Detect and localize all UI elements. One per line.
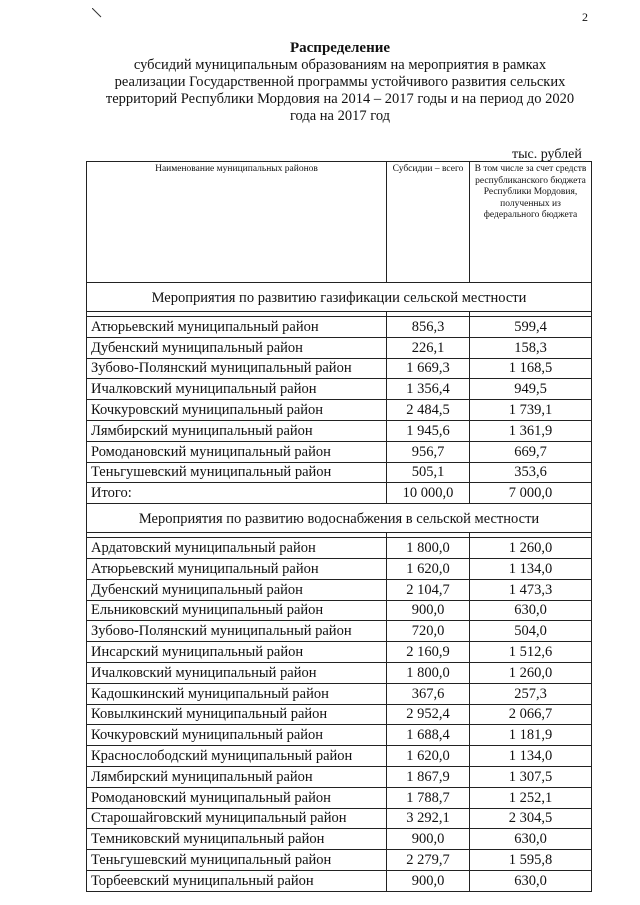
table-row [87, 725, 592, 746]
republic-budget-cell: 1 252,1 [470, 787, 592, 808]
district-name-cell: Теньгушевский муниципальный район [87, 850, 387, 871]
table-row [87, 621, 592, 642]
subsidy-total-cell: 1 620,0 [387, 746, 470, 767]
table-row [87, 662, 592, 683]
district-name-cell: Лямбирский муниципальный район [87, 766, 387, 787]
document-title: Распределение [289, 40, 391, 56]
table-row [87, 766, 592, 787]
district-name-cell: Кадошкинский муниципальный район [87, 683, 387, 704]
table-row [87, 358, 592, 379]
scan-mark [92, 8, 102, 18]
subsidy-total-cell: 10 000,0 [387, 483, 470, 504]
table-row [87, 704, 592, 725]
table-row [87, 787, 592, 808]
section-header-row [87, 504, 592, 533]
republic-budget-cell: 1 134,0 [470, 558, 592, 579]
district-name-cell: Старошайговский муниципальный район [87, 808, 387, 829]
subsidy-total-cell: 900,0 [387, 600, 470, 621]
subsidy-total-cell: 1 867,9 [387, 766, 470, 787]
district-name-cell: Ардатовский муниципальный район [87, 538, 387, 559]
subsidy-total-cell: 1 945,6 [387, 420, 470, 441]
subsidy-total-cell: 856,3 [387, 317, 470, 338]
units-label: тыс. рублей [512, 147, 582, 162]
table-row [87, 441, 592, 462]
header-subsidy-total: Субсидии – всего [387, 162, 470, 283]
republic-budget-cell: 949,5 [470, 379, 592, 400]
table-header-row [87, 162, 592, 283]
subsidy-total-cell: 2 484,5 [387, 400, 470, 421]
subsidy-total-cell: 956,7 [387, 441, 470, 462]
table-row [87, 642, 592, 663]
distribution-table-container [86, 161, 591, 892]
section-header-row [87, 283, 592, 312]
subsidy-total-cell: 1 800,0 [387, 662, 470, 683]
district-name-cell: Ромодановский муниципальный район [87, 441, 387, 462]
district-name-cell: Зубово-Полянский муниципальный район [87, 358, 387, 379]
republic-budget-cell: 257,3 [470, 683, 592, 704]
republic-budget-cell: 2 066,7 [470, 704, 592, 725]
district-name-cell: Ельниковский муниципальный район [87, 600, 387, 621]
subsidy-total-cell: 1 688,4 [387, 725, 470, 746]
district-name-cell: Дубенский муниципальный район [87, 337, 387, 358]
table-row [87, 538, 592, 559]
table-row [87, 337, 592, 358]
republic-budget-cell: 7 000,0 [470, 483, 592, 504]
subsidy-total-cell: 1 800,0 [387, 538, 470, 559]
republic-budget-cell: 1 134,0 [470, 746, 592, 767]
republic-budget-cell: 1 739,1 [470, 400, 592, 421]
subsidy-total-cell: 505,1 [387, 462, 470, 483]
district-name-cell: Краснослободский муниципальный район [87, 746, 387, 767]
district-name-cell: Кочкуровский муниципальный район [87, 400, 387, 421]
district-name-cell: Ичалковский муниципальный район [87, 662, 387, 683]
heading-line: территорий Республики Мордовия на 2014 – 2017 годы и на период до 2020 [105, 91, 575, 107]
subsidy-total-cell: 3 292,1 [387, 808, 470, 829]
republic-budget-cell: 158,3 [470, 337, 592, 358]
republic-budget-cell: 1 512,6 [470, 642, 592, 663]
republic-budget-cell: 1 260,0 [470, 538, 592, 559]
district-name-cell: Торбеевский муниципальный район [87, 870, 387, 891]
subsidy-total-cell: 367,6 [387, 683, 470, 704]
header-republic-budget: В том числе за счет средств республиканского бюджета Республики Мордовия, полученных из федерального бюджета [470, 162, 592, 283]
table-row [87, 746, 592, 767]
republic-budget-cell: 599,4 [470, 317, 592, 338]
table-row [87, 420, 592, 441]
table-row [87, 808, 592, 829]
district-name-cell: Атюрьевский муниципальный район [87, 558, 387, 579]
district-name-cell: Инсарский муниципальный район [87, 642, 387, 663]
republic-budget-cell: 1 473,3 [470, 579, 592, 600]
republic-budget-cell: 1 361,9 [470, 420, 592, 441]
district-name-cell: Зубово-Полянский муниципальный район [87, 621, 387, 642]
subsidy-total-cell: 1 788,7 [387, 787, 470, 808]
heading-line: субсидий муниципальным образованиям на мероприятия в рамках [133, 57, 547, 73]
distribution-table [86, 161, 592, 892]
subsidy-total-cell: 900,0 [387, 870, 470, 891]
heading-line: реализации Государственной программы устойчивого развития сельских [114, 74, 566, 90]
district-name-cell: Лямбирский муниципальный район [87, 420, 387, 441]
subsidy-total-cell: 900,0 [387, 829, 470, 850]
republic-budget-cell: 669,7 [470, 441, 592, 462]
subsidy-total-cell: 2 279,7 [387, 850, 470, 871]
republic-budget-cell: 1 181,9 [470, 725, 592, 746]
table-row [87, 870, 592, 891]
republic-budget-cell: 630,0 [470, 600, 592, 621]
table-row [87, 379, 592, 400]
heading-line: года на 2017 год [289, 108, 391, 124]
table-body [87, 283, 592, 892]
subsidy-total-cell: 2 104,7 [387, 579, 470, 600]
district-name-cell: Итого: [87, 483, 387, 504]
subsidy-total-cell: 720,0 [387, 621, 470, 642]
republic-budget-cell: 1 260,0 [470, 662, 592, 683]
republic-budget-cell: 504,0 [470, 621, 592, 642]
table-row [87, 579, 592, 600]
table-row [87, 683, 592, 704]
republic-budget-cell: 630,0 [470, 829, 592, 850]
table-row [87, 317, 592, 338]
district-name-cell: Атюрьевский муниципальный район [87, 317, 387, 338]
table-row [87, 400, 592, 421]
district-name-cell: Темниковский муниципальный район [87, 829, 387, 850]
district-name-cell: Кочкуровский муниципальный район [87, 725, 387, 746]
district-name-cell: Дубенский муниципальный район [87, 579, 387, 600]
subsidy-total-cell: 2 952,4 [387, 704, 470, 725]
subsidy-total-cell: 1 620,0 [387, 558, 470, 579]
republic-budget-cell: 630,0 [470, 870, 592, 891]
republic-budget-cell: 2 304,5 [470, 808, 592, 829]
table-row [87, 558, 592, 579]
district-name-cell: Теньгушевский муниципальный район [87, 462, 387, 483]
table-row [87, 850, 592, 871]
table-row [87, 829, 592, 850]
republic-budget-cell: 353,6 [470, 462, 592, 483]
subsidy-total-cell: 2 160,9 [387, 642, 470, 663]
subsidy-total-cell: 226,1 [387, 337, 470, 358]
subsidy-total-cell: 1 356,4 [387, 379, 470, 400]
republic-budget-cell: 1 168,5 [470, 358, 592, 379]
header-district-name: Наименование муниципальных районов [87, 162, 387, 283]
republic-budget-cell: 1 595,8 [470, 850, 592, 871]
republic-budget-cell: 1 307,5 [470, 766, 592, 787]
table-row [87, 483, 592, 504]
document-heading [70, 40, 610, 125]
table-row [87, 600, 592, 621]
district-name-cell: Ромодановский муниципальный район [87, 787, 387, 808]
page-number: 2 [582, 10, 588, 24]
table-row [87, 462, 592, 483]
district-name-cell: Ковылкинский муниципальный район [87, 704, 387, 725]
district-name-cell: Ичалковский муниципальный район [87, 379, 387, 400]
section-title: Мероприятия по развитию газификации сельской местности [87, 283, 592, 312]
subsidy-total-cell: 1 669,3 [387, 358, 470, 379]
section-title: Мероприятия по развитию водоснабжения в сельской местности [87, 504, 592, 533]
